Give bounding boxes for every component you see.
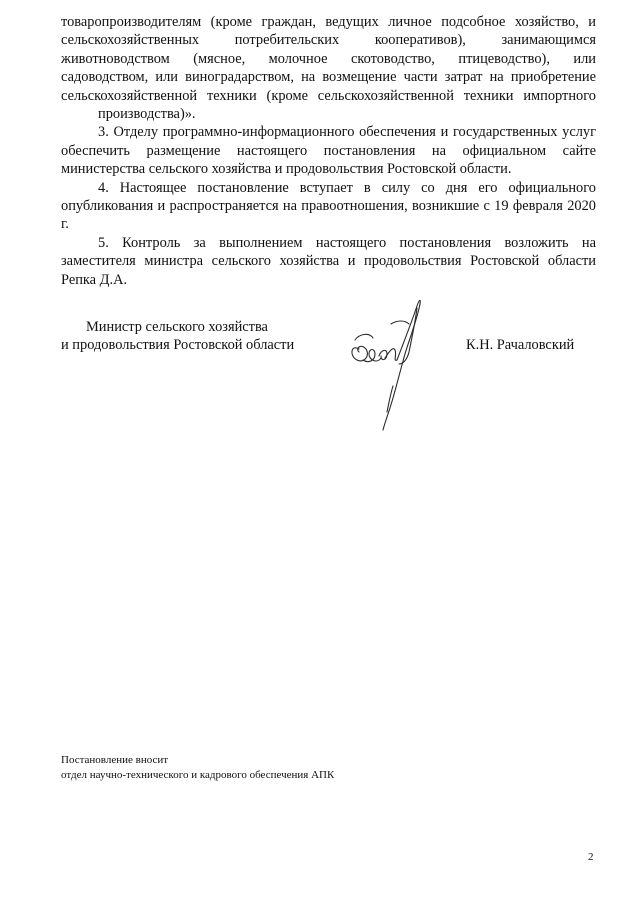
paragraph-intro	[61, 13, 596, 123]
text-line: животноводством (мясное, молочное скотоводство, птицеводство), или	[61, 50, 596, 67]
signatory-title-line-2: и продовольствия Ростовской области	[61, 337, 295, 353]
signatory-title-line-1: Министр сельского хозяйства	[86, 319, 268, 335]
submitter-note	[61, 753, 334, 782]
submitter-note-line-1: Постановление вносит	[61, 754, 169, 766]
paragraph-item-3: 3. Отделу программно-информационного обеспечения и государственных услуг обеспечить размещение настоящего постановления на официальном сайте министерства сельского хозяйства и продовольствия Ростовской области.	[61, 124, 596, 178]
paragraph-item-5: 5. Контроль за выполнением настоящего постановления возложить на заместителя министра сельского хозяйства и продовольствия Ростовской области Репка Д.А.	[61, 234, 596, 288]
text-line: сельскохозяйственной техники (кроме сельскохозяйственной техники импортного	[61, 87, 596, 104]
page-number: 2	[588, 851, 594, 863]
paragraph-item-4: 4. Настоящее постановление вступает в силу со дня его официального опубликования и распространяется на правоотношения, возникшие с 19 февраля 2020 г.	[61, 179, 596, 233]
text-line: садоводством, или виноградарством, на возмещение части затрат на приобретение	[61, 69, 596, 86]
text-line: производства)».	[98, 106, 196, 123]
text-line: товаропроизводителям (кроме граждан, ведущих личное подсобное хозяйство, и	[61, 14, 596, 30]
signature-block	[0, 316, 640, 456]
signatory-name: К.Н. Рачаловский	[466, 337, 575, 353]
handwritten-signature	[345, 294, 445, 439]
document-body	[61, 13, 596, 289]
text-line: сельскохозяйственных потребительских кооперативов), занимающимся	[61, 32, 596, 49]
submitter-note-line-2: отдел научно-технического и кадрового обеспечения АПК	[61, 768, 335, 781]
